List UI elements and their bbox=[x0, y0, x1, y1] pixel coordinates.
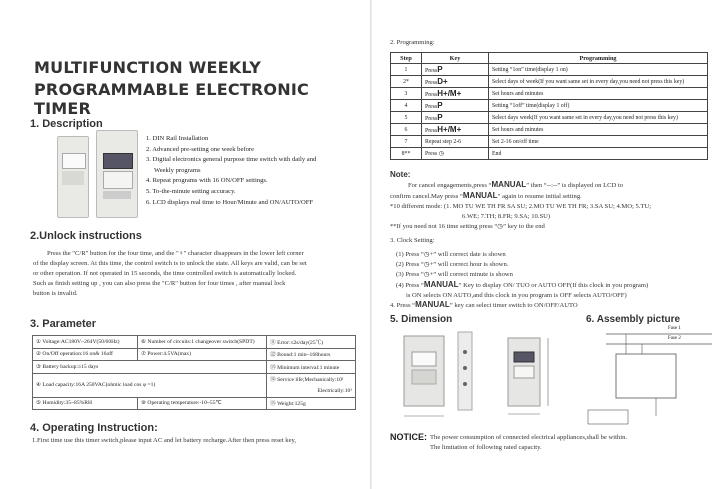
title-line-2: PROGRAMMABLE ELECTRONIC TIMER bbox=[34, 80, 309, 118]
key-label: P bbox=[437, 113, 443, 122]
table-row bbox=[33, 373, 356, 385]
parameter-cell: ⑭ Service life;Mechanically:10¹ bbox=[267, 373, 356, 385]
key-prefix: Press bbox=[425, 80, 438, 86]
manual-key-label: MANUAL bbox=[415, 300, 450, 309]
clock-text-part: ” key can select timer switch to ON/OFF/AUTO bbox=[449, 302, 578, 309]
key-cell bbox=[422, 76, 489, 88]
programming-cell: End bbox=[489, 148, 708, 160]
programming-cell: Set 2-16 on/off time bbox=[489, 136, 708, 148]
table-row bbox=[391, 100, 708, 112]
key-label: H+/M+ bbox=[437, 89, 462, 98]
key-prefix: Press bbox=[425, 150, 438, 157]
key-label: P bbox=[437, 65, 443, 74]
description-item: 4. Repeat programs with 16 ON/OFF settings. bbox=[146, 177, 268, 185]
note-text-part: For cancel engagements,press “ bbox=[408, 182, 492, 189]
note-text-part: ” again to resume initial setting. bbox=[497, 193, 582, 200]
manual-select-text bbox=[390, 300, 716, 311]
dimension-heading: 5. Dimension bbox=[390, 314, 453, 325]
assembly-heading: 6. Assembly picture bbox=[586, 314, 681, 325]
description-list bbox=[146, 134, 366, 208]
timer-device-image-front bbox=[96, 130, 138, 218]
clock-line: (1) Press “◷+” will correct date is shown bbox=[396, 251, 506, 258]
table-row bbox=[391, 136, 708, 148]
unlock-line: or other operation. If not operated in 15 seconds, the time controlled switch is automatically locked. bbox=[33, 270, 297, 277]
manual-key-label: MANUAL bbox=[491, 180, 527, 189]
key-prefix: Press bbox=[425, 116, 438, 122]
description-heading: 1. Description bbox=[30, 118, 103, 130]
table-row bbox=[33, 397, 356, 410]
unlock-line: Press the "C/R" button for the four time, and the "♀" character disappears in the lower left corner bbox=[47, 250, 304, 257]
unlock-text bbox=[33, 249, 365, 299]
description-item: 2. Advanced pre-setting one week before bbox=[146, 145, 255, 153]
key-label: H+/M+ bbox=[437, 125, 462, 134]
description-item: 3. Digital electronics general purpose time switch with daily and bbox=[146, 156, 317, 164]
device-profile-view bbox=[458, 332, 472, 410]
description-item: 6. LCD displays real time to Hour/Minute and ON/AUTO/OFF bbox=[146, 198, 314, 206]
unlock-heading: 2.Unlock instructions bbox=[30, 230, 142, 242]
step-cell: 3 bbox=[391, 88, 422, 100]
notice-label: NOTICE: bbox=[390, 432, 427, 442]
parameter-table bbox=[32, 335, 356, 410]
clock-line: (2) Press “◷+” will correct hour is shown. bbox=[396, 261, 509, 268]
title-line-1: MULTIFUNCTION WEEKLY bbox=[34, 58, 262, 77]
key-cell bbox=[422, 124, 489, 136]
key-cell bbox=[422, 136, 489, 148]
description-item: 5. To-the-minute setting accuracy. bbox=[146, 187, 236, 195]
parameter-cell: ⑮ Weight:125g bbox=[267, 397, 356, 410]
programming-cell: Setting “1on” time(display 1 on) bbox=[489, 64, 708, 76]
programming-cell: Setting “1off” time(display 1 off) bbox=[489, 100, 708, 112]
parameter-cell: ③ Battery backup:≥15 days bbox=[33, 361, 267, 374]
clock-text-part: (4) Press “ bbox=[396, 282, 424, 289]
note-text-part: ” then “--:--” is displayed on LCD to bbox=[526, 182, 624, 189]
table-row bbox=[391, 64, 708, 76]
key-cell bbox=[422, 88, 489, 100]
notice-text bbox=[430, 433, 716, 453]
programming-cell: Set hours and minutes bbox=[489, 88, 708, 100]
table-header-row bbox=[391, 53, 708, 64]
parameter-cell: Electrically:10¹ bbox=[267, 385, 356, 397]
note-text bbox=[390, 180, 716, 232]
clock-line: is ON selects ON AUTO,and this clock in you program is OFF selects AUTO/OFF) bbox=[406, 292, 627, 299]
step-cell: 2* bbox=[391, 76, 422, 88]
programming-cell: Select days week(If you want same set in every day,you need not press this key) bbox=[489, 112, 708, 124]
step-cell: 1 bbox=[391, 64, 422, 76]
key-cell bbox=[422, 64, 489, 76]
key-prefix: Press bbox=[425, 68, 438, 74]
parameter-cell: ① Voltage:AC180V~264V(50/60Hz) bbox=[33, 336, 138, 349]
table-row bbox=[33, 361, 356, 374]
note-line: *10 different mode: (1. MO TU WE TH FR SA SU; 2.MO TU WE TH FR; 3.SA SU; 4.MO; 5.TU; bbox=[390, 203, 652, 210]
timer-device-image-side bbox=[57, 136, 89, 218]
step-cell: 4 bbox=[391, 100, 422, 112]
step-cell: 5 bbox=[391, 112, 422, 124]
assembly-wiring-diagram bbox=[586, 326, 716, 428]
unlock-line: of the display screen. At this time, the control switch is to unlock the state. All keys are valid, can be set bbox=[33, 260, 307, 267]
note-line: 6.WE; 7.TH; 8.FR; 9.SA; 10.SU) bbox=[462, 213, 551, 220]
parameter-cell: ② On/Off operation:16 on& 16off bbox=[33, 348, 138, 361]
notice-line: The power consumption of connected electrical appliances,shall be within. bbox=[430, 434, 628, 441]
parameter-heading: 3. Parameter bbox=[30, 318, 97, 330]
table-row bbox=[391, 148, 708, 160]
parameter-cell: ⑥ Number of circuits:1 changeover switch(SPDT) bbox=[138, 336, 267, 349]
table-row bbox=[33, 336, 356, 349]
parameter-cell: ⑫ Bound:1 min~168hours bbox=[267, 348, 356, 361]
clock-text-part: ” Key to display ON/ TUO or AUTO OFF(If this clock in you program) bbox=[458, 282, 649, 289]
phase-2-label: Fase 2 bbox=[668, 336, 681, 341]
programming-label: 2. Programming: bbox=[390, 39, 435, 46]
parameter-cell: ⑤ Humidity:35~85%RH bbox=[33, 397, 138, 410]
notice-line: The limitation of following rated capacity. bbox=[430, 444, 542, 451]
key-prefix: Press bbox=[425, 104, 438, 110]
key-cell bbox=[422, 148, 489, 160]
unlock-line: Such as finish setting up , you can also press the "C/R" button for four times , after manual lock bbox=[33, 280, 286, 287]
operating-heading: 4. Operating Instruction: bbox=[30, 422, 158, 434]
key-prefix: Press bbox=[425, 128, 438, 134]
step-cell: 6 bbox=[391, 124, 422, 136]
table-row bbox=[391, 112, 708, 124]
parameter-cell: ④ Load capacity:16A 250VAC(ohmic load cos φ =1) bbox=[33, 373, 267, 397]
manual-key-label: MANUAL bbox=[462, 191, 498, 200]
parameter-cell: ⑨ Operating temperature:-10~55℃ bbox=[138, 397, 267, 410]
column-header: Key bbox=[422, 53, 489, 64]
description-item: 1. DIN Rail Installation bbox=[146, 135, 209, 142]
table-row bbox=[391, 88, 708, 100]
unlock-line: button is invalid. bbox=[33, 290, 78, 297]
parameter-cell: ⑦ Power:4.5VA(max) bbox=[138, 348, 267, 361]
clock-line: (3) Press “◷+” will correct minute is shown bbox=[396, 271, 513, 278]
step-cell: 7 bbox=[391, 136, 422, 148]
manual-key-label: MANUAL bbox=[423, 280, 459, 289]
key-prefix: Repeat step 2-6 bbox=[425, 138, 462, 145]
key-cell bbox=[422, 112, 489, 124]
step-cell: 8** bbox=[391, 148, 422, 160]
note-line: **If you need not 16 time setting press “◷” key to the end bbox=[390, 223, 545, 230]
table-row bbox=[391, 124, 708, 136]
clock-icon: ◷ bbox=[438, 150, 444, 157]
column-header: Programming bbox=[489, 53, 708, 64]
note-heading: Note: bbox=[390, 170, 411, 179]
operating-text: 1.First time use this timer switch,please input AC and let battery recharge.After then press reset key, bbox=[32, 437, 297, 444]
dimension-drawing bbox=[398, 328, 588, 426]
key-label: P bbox=[437, 101, 443, 110]
phase-1-label: Fase 1 bbox=[668, 326, 681, 331]
programming-cell: Set hours and minutes bbox=[489, 124, 708, 136]
clock-text bbox=[396, 250, 718, 301]
key-prefix: Press bbox=[425, 92, 438, 98]
table-row bbox=[33, 348, 356, 361]
key-cell bbox=[422, 100, 489, 112]
note-text-part: confirm cancel.May press “ bbox=[390, 193, 463, 200]
programming-cell: Select days of week(If you want same set in every day,you need not press this key) bbox=[489, 76, 708, 88]
parameter-cell: ⑪ Error:≤2s/day(25℃) bbox=[267, 336, 356, 349]
description-item: Weekly programs bbox=[154, 166, 201, 174]
programming-table bbox=[390, 52, 708, 160]
table-row bbox=[391, 76, 708, 88]
key-label: D+ bbox=[437, 77, 448, 86]
clock-text-part: 4. Press “ bbox=[390, 302, 416, 309]
right-page bbox=[372, 0, 720, 489]
column-header: Step bbox=[391, 53, 422, 64]
clock-heading: 3. Clock Setting: bbox=[390, 237, 435, 244]
parameter-cell: ⑬ Minimum interval:1 minute bbox=[267, 361, 356, 374]
